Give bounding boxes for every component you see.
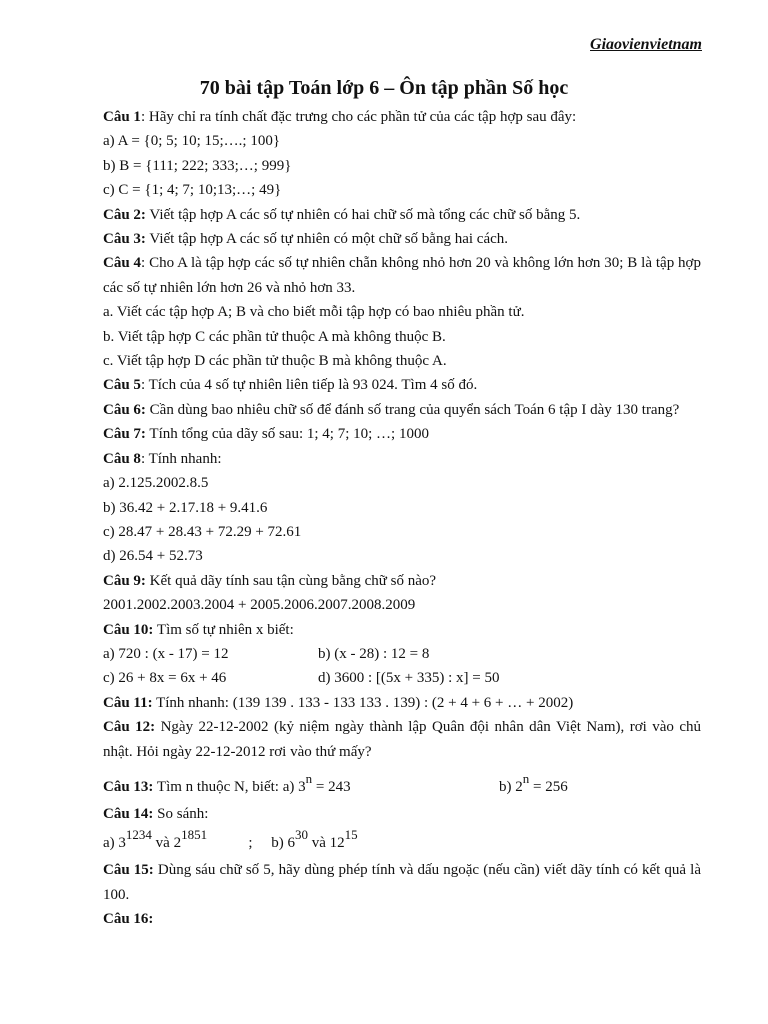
question-text: : Tính nhanh: — [140, 450, 222, 467]
question-label: Câu 11: — [103, 694, 153, 711]
exponent: 1234 — [125, 827, 152, 843]
question-text: Kết quả dãy tính sau tận cùng bằng chữ số nào? — [145, 572, 437, 589]
question-10-row-2 — [103, 666, 701, 690]
question-4-a: a. Viết các tập hợp A; B và cho biết mỗi tập hợp có bao nhiêu phần tử. — [103, 304, 525, 321]
question-10-a: a) 720 : (x - 17) = 12 — [103, 645, 229, 662]
question-8-b: b) 36.42 + 2.17.18 + 9.41.6 — [103, 499, 268, 516]
exponent: 1851 — [181, 827, 208, 843]
question-8-a: a) 2.125.2002.8.5 — [103, 475, 209, 492]
question-10-b: b) (x - 28) : 12 = 8 — [318, 645, 430, 662]
question-text: Viết tập hợp A các số tự nhiên có một chữ số bằng hai cách. — [145, 231, 509, 248]
document-body — [103, 105, 701, 932]
question-4-c: c. Viết tập hợp D các phần tử thuộc B mà không thuộc A. — [103, 353, 447, 370]
question-text: So sánh: — [153, 805, 209, 822]
question-label: Câu 6: — [103, 401, 146, 418]
question-label: Câu 14: — [103, 805, 154, 822]
question-text: Tính tổng của dãy số sau: 1; 4; 7; 10; …; 1000 — [145, 426, 429, 443]
question-text: Tìm số tự nhiên x biết: — [153, 621, 294, 638]
question-14 — [103, 802, 701, 826]
question-text: : Hãy chỉ ra tính chất đặc trưng cho các phần tử của các tập hợp sau đây: — [140, 109, 577, 125]
question-text: : Cho A là tập hợp các số tự nhiên chẵn không nhỏ hơn 20 và không lớn hơn 30; B là tập hợp các số tự nhiên lớn hơn 26 và nhỏ hơn 33. — [103, 255, 701, 296]
question-9 — [103, 569, 701, 593]
question-text: Tìm n thuộc N, biết: a) 3 — [153, 778, 306, 795]
question-14-b-mid: và 12 — [308, 835, 345, 852]
exponent: 15 — [344, 827, 358, 843]
question-13-b — [499, 772, 568, 802]
question-14-a-mid: và 2 — [151, 835, 182, 852]
question-8 — [103, 447, 701, 471]
question-label: Câu 1 — [103, 109, 141, 125]
question-8-c: c) 28.47 + 28.43 + 72.29 + 72.61 — [103, 523, 302, 540]
question-14-separator: ; b) 6 — [207, 835, 295, 852]
question-1-b: b) B = {111; 222; 333;…; 999} — [103, 157, 292, 174]
question-15 — [103, 858, 701, 907]
question-text: : Tích của 4 số tự nhiên liên tiếp là 93 024. Tìm 4 số đó. — [140, 377, 478, 394]
question-1-c: c) C = {1; 4; 7; 10;13;…; 49} — [103, 182, 282, 199]
question-8-d: d) 26.54 + 52.73 — [103, 548, 203, 565]
question-13 — [103, 772, 701, 802]
question-4-b: b. Viết tập hợp C các phần tử thuộc A mà không thuộc B. — [103, 328, 446, 345]
question-text: Dùng sáu chữ số 5, hãy dùng phép tính và dấu ngoặc (nếu cần) viết dãy tính có kết quả là 100. — [103, 862, 701, 903]
question-label: Câu 12: — [103, 719, 156, 736]
question-2 — [103, 203, 701, 227]
question-14-items — [103, 828, 701, 858]
question-label: Câu 7: — [103, 426, 146, 443]
question-16 — [103, 907, 701, 931]
brand-header: Giaovienvietnam — [590, 36, 702, 53]
question-label: Câu 9: — [103, 572, 146, 589]
question-13-b-result: = 256 — [529, 778, 568, 795]
exponent: 30 — [295, 827, 308, 843]
document-title: 70 bài tập Toán lớp 6 – Ôn tập phần Số học — [199, 77, 569, 99]
question-10 — [103, 618, 701, 642]
question-label: Câu 2: — [103, 206, 146, 223]
question-text: Viết tập hợp A các số tự nhiên có hai chữ số mà tổng các chữ số bằng 5. — [145, 206, 581, 223]
question-label: Câu 8 — [103, 450, 141, 467]
question-11 — [103, 691, 701, 715]
question-3 — [103, 227, 701, 251]
question-label: Câu 3: — [103, 231, 146, 248]
question-label: Câu 10: — [103, 621, 154, 638]
question-text: Cần dùng bao nhiêu chữ số để đánh số trang của quyển sách Toán 6 tập I dày 130 trang? — [145, 401, 680, 418]
question-1-a: a) A = {0; 5; 10; 15;….; 100} — [103, 133, 281, 150]
question-9-expression: 2001.2002.2003.2004 + 2005.2006.2007.2008.2009 — [103, 597, 416, 614]
question-10-d: d) 3600 : [(5x + 335) : x] = 50 — [318, 670, 500, 687]
question-label: Câu 13: — [103, 778, 154, 795]
question-text: Ngày 22-12-2002 (kỷ niệm ngày thành lập Quân đội nhân dân Việt Nam), rơi vào chủ nhật. Hỏi ngày 22-12-2012 rơi vào thứ mấy? — [103, 719, 702, 760]
question-13-a-result: = 243 — [312, 778, 351, 795]
question-7 — [103, 422, 701, 446]
exponent: n — [305, 770, 313, 786]
question-4 — [103, 251, 701, 300]
question-label: Câu 15: — [103, 862, 154, 879]
question-10-c: c) 26 + 8x = 6x + 46 — [103, 670, 227, 687]
question-10-row-1 — [103, 642, 701, 666]
question-6 — [103, 398, 701, 422]
question-12 — [103, 715, 701, 764]
question-14-a-base: a) 3 — [103, 835, 126, 852]
question-label: Câu 5 — [103, 377, 141, 394]
question-label: Câu 4 — [103, 255, 142, 272]
question-13-b-base: b) 2 — [499, 778, 523, 795]
question-1 — [103, 105, 701, 129]
question-text: Tính nhanh: (139 139 . 133 - 133 133 . 139) : (2 + 4 + 6 + … + 2002) — [152, 694, 574, 711]
question-5 — [103, 373, 701, 397]
exponent: n — [522, 770, 530, 786]
question-label: Câu 16: — [103, 911, 154, 928]
